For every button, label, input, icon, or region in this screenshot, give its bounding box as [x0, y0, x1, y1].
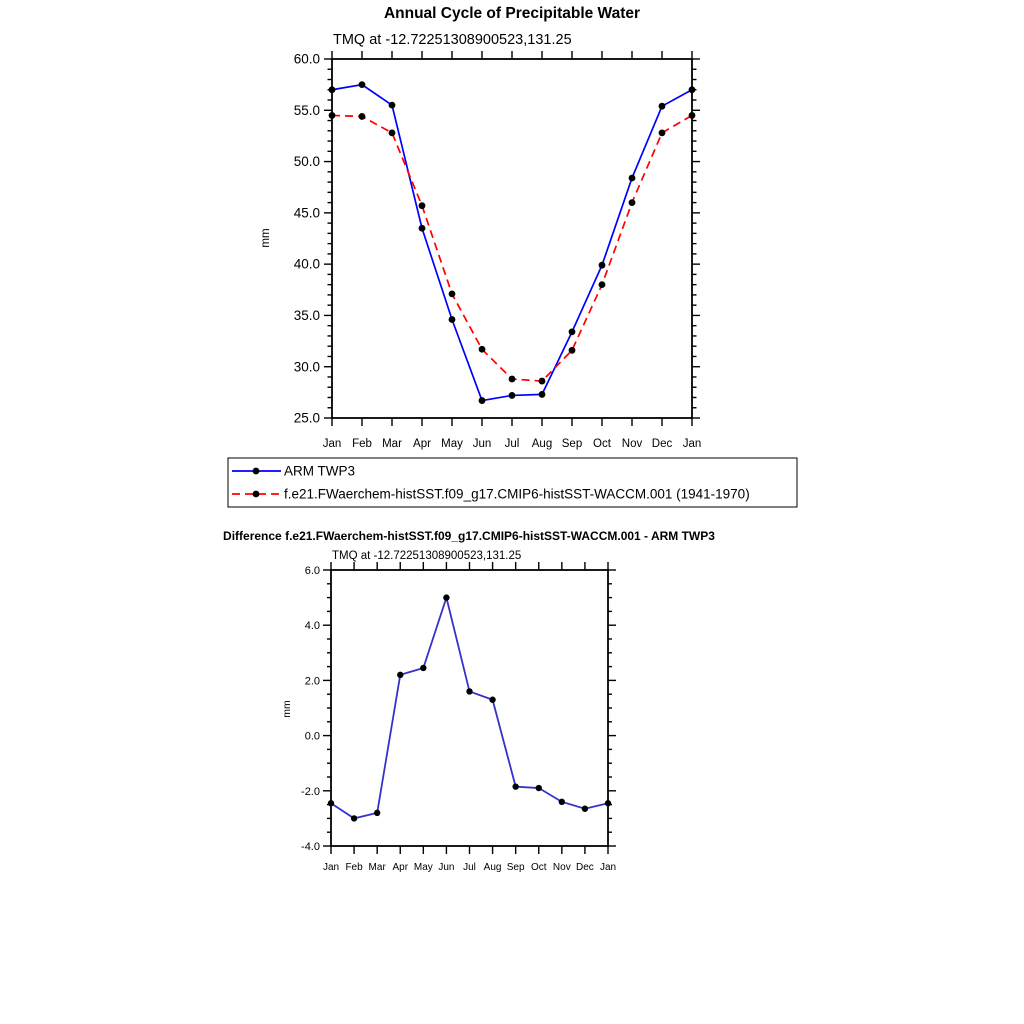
chart2-subtitle: TMQ at -12.72251308900523,131.25 — [332, 550, 522, 562]
data-point-marker — [569, 328, 576, 335]
data-point-marker — [389, 102, 396, 109]
x-tick-label: Feb — [345, 862, 363, 873]
x-tick-label: Sep — [506, 862, 525, 873]
x-tick-label: Jan — [682, 438, 702, 450]
chart2-y-axis-label: mm — [281, 700, 293, 718]
data-point-marker — [536, 785, 542, 791]
x-tick-label: Apr — [392, 862, 409, 873]
y-tick-label: 60.0 — [293, 51, 320, 67]
data-point-marker — [449, 316, 456, 323]
chart2-plot-area — [301, 562, 616, 873]
x-tick-label: Mar — [382, 438, 402, 450]
data-point-marker — [599, 281, 606, 288]
x-tick-label: Apr — [413, 438, 431, 450]
x-tick-label: Feb — [352, 438, 372, 450]
data-point-marker — [374, 810, 380, 816]
data-point-marker — [351, 815, 357, 821]
x-tick-label: Dec — [651, 438, 673, 450]
legend-marker-arm-twp3 — [253, 468, 260, 475]
y-tick-label: 2.0 — [304, 675, 320, 688]
data-point-marker — [559, 799, 565, 805]
x-tick-label: Aug — [531, 438, 553, 450]
data-point-marker — [689, 86, 696, 93]
y-tick-label: 45.0 — [293, 205, 320, 221]
legend-label-model: f.e21.FWaerchem-histSST.f09_g17.CMIP6-histSST-WACCM.001 (1941-1970) — [284, 486, 750, 502]
x-tick-label: Nov — [621, 438, 643, 450]
x-tick-label: Oct — [593, 438, 611, 450]
data-point-marker — [512, 783, 518, 789]
data-point-marker — [539, 378, 546, 385]
data-point-marker — [328, 800, 334, 806]
data-point-marker — [466, 688, 472, 694]
data-point-marker — [329, 86, 336, 93]
legend-marker-model — [253, 491, 260, 498]
chart1-title: Annual Cycle of Precipitable Water — [383, 5, 641, 22]
data-point-marker — [479, 397, 486, 404]
x-tick-label: Jun — [472, 438, 492, 450]
chart1-plot-area — [294, 51, 702, 450]
x-tick-label: Jul — [463, 862, 476, 873]
data-point-marker — [629, 175, 636, 182]
x-tick-label: Aug — [483, 862, 502, 873]
x-tick-label: May — [441, 438, 463, 450]
data-point-marker — [659, 103, 666, 110]
x-tick-label: Nov — [552, 862, 571, 873]
y-tick-label: -4.0 — [301, 841, 320, 853]
data-point-marker — [539, 391, 546, 398]
x-tick-label: Jan — [599, 862, 617, 873]
data-point-marker — [359, 81, 366, 88]
data-point-marker — [509, 392, 516, 399]
chart1-subtitle: TMQ at -12.72251308900523,131.25 — [333, 32, 572, 48]
data-point-marker — [629, 199, 636, 206]
data-point-marker — [489, 697, 495, 703]
series-line — [332, 115, 692, 381]
data-point-marker — [582, 806, 588, 812]
x-tick-label: Dec — [576, 862, 594, 873]
data-point-marker — [689, 112, 696, 119]
data-point-marker — [449, 290, 456, 297]
data-point-marker — [479, 346, 486, 353]
x-tick-label: Mar — [368, 862, 386, 873]
legend — [228, 458, 797, 507]
series-line — [331, 598, 608, 819]
y-tick-label: 6.0 — [304, 565, 320, 577]
data-point-marker — [397, 672, 403, 678]
data-point-marker — [359, 113, 366, 120]
chart1-y-axis-label: mm — [260, 228, 272, 248]
x-tick-label: Oct — [530, 862, 547, 873]
data-point-marker — [419, 202, 426, 209]
y-tick-label: 35.0 — [293, 308, 320, 324]
y-tick-label: 4.0 — [304, 620, 320, 633]
y-tick-label: 40.0 — [293, 256, 320, 272]
legend-label-arm-twp3: ARM TWP3 — [284, 463, 356, 479]
chart2-difference — [223, 529, 715, 873]
data-point-marker — [420, 665, 426, 671]
data-point-marker — [509, 376, 516, 383]
y-tick-label: -2.0 — [301, 785, 320, 798]
x-tick-label: Sep — [561, 438, 583, 450]
data-point-marker — [599, 262, 606, 269]
y-tick-label: 0.0 — [304, 730, 320, 743]
y-tick-label: 50.0 — [293, 154, 320, 170]
x-tick-label: Jul — [504, 438, 520, 450]
chart1-annual-cycle — [260, 5, 701, 450]
data-point-marker — [605, 800, 611, 806]
x-tick-label: Jan — [322, 862, 340, 873]
series-line — [332, 85, 692, 401]
data-point-marker — [443, 594, 449, 600]
data-point-marker — [389, 129, 396, 136]
y-tick-label: 55.0 — [293, 102, 320, 118]
x-tick-label: May — [413, 862, 433, 873]
data-point-marker — [659, 129, 666, 136]
plot-frame — [331, 570, 608, 846]
plot-frame — [332, 59, 692, 418]
y-tick-label: 30.0 — [293, 359, 320, 375]
x-tick-label: Jan — [322, 438, 342, 450]
data-point-marker — [419, 225, 426, 232]
data-point-marker — [569, 347, 576, 354]
data-point-marker — [329, 112, 336, 119]
y-tick-label: 25.0 — [293, 410, 320, 426]
x-tick-label: Jun — [438, 862, 455, 873]
chart2-title: Difference f.e21.FWaerchem-histSST.f09_g17.CMIP6-histSST-WACCM.001 - ARM TWP3 — [223, 529, 715, 543]
